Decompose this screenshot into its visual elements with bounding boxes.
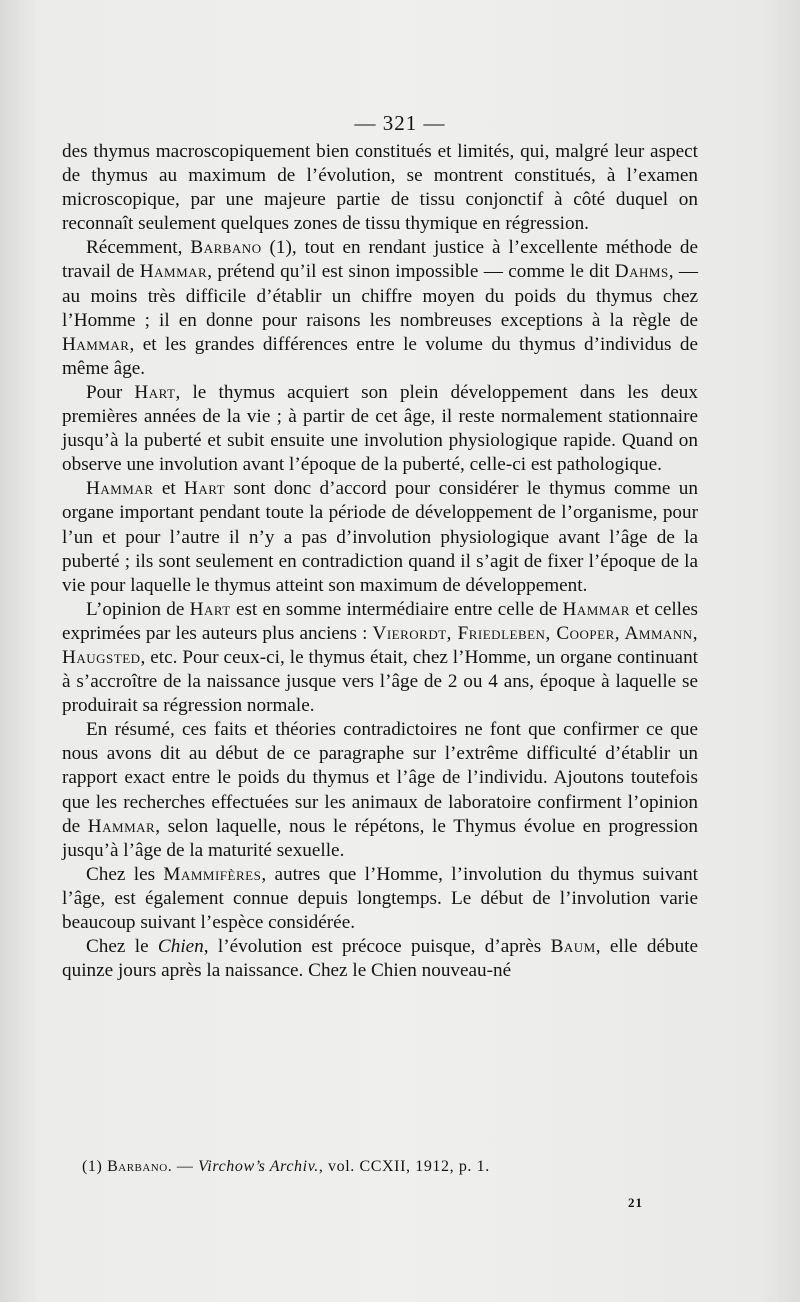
paragraph-1: des thymus macroscopiquement bien constitués et limités, qui, malgré leur aspect de thymus au maximum de l’évolution, se montrent constitués, à l’examen microscopique, par une majeure partie de tissu conjonctif à côté duquel on reconnaît seulement quelques zones de tissu thymique en régression.	[62, 141, 698, 235]
body-text	[62, 140, 698, 983]
author-name: Hart	[189, 598, 231, 620]
author-list: Vierordt, Friedleben, Cooper, Ammann, Haugsted	[62, 622, 698, 668]
species-name: Chien	[157, 936, 204, 958]
footnote-author: Barbano	[107, 1158, 168, 1175]
author-name: Hart	[134, 381, 176, 403]
footnote: (1) Barbano. — Virchow’s Archiv., vol. CCXII, 1912, p. 1.	[82, 1158, 490, 1175]
paragraph-2: Récemment, Barbano (1), tout en rendant justice à l’excellente méthode de travail de Hammar, prétend qu’il est sinon impossible — comme le dit Dahms, — au moins très difficile d’établir un chiffre moyen du poids du thymus chez l’Homme ; il en donne pour raisons les nombreuses exceptions à la règle de Hammar, et les grandes différences entre le volume du thymus d’individus de même âge.	[62, 237, 699, 379]
author-name: Baum	[550, 936, 596, 958]
footnote-journal: Virchow’s Archiv.	[198, 1158, 319, 1175]
footnote-marker: (1)	[82, 1158, 103, 1175]
paragraph-6: En résumé, ces faits et théories contradictoires ne font que confirmer ce que nous avons dit au début de ce paragraphe sur l’extrême difficulté d’établir un rapport exact entre le poids du thymus et l’âge de l’individu. Ajoutons toutefois que les recherches effectuées sur les animaux de laboratoire confirment l’opinion de Hammar, selon laquelle, nous le répétons, le Thymus évolue en progression jusqu’à l’âge de la maturité sexuelle.	[62, 719, 698, 861]
paragraph-5: L’opinion de Hart est en somme intermédiaire entre celle de Hammar et celles exprimées par les auteurs plus anciens : Vierordt, Friedleben, Cooper, Ammann, Haugsted, etc. Pour ceux-ci, le thymus était, chez l’Homme, un organe continuant à s’accroître de la naissance jusque vers l’âge de 2 ou 4 ans, époque à laquelle se produirait sa régression normale.	[62, 598, 699, 717]
author-name: Dahms	[614, 261, 669, 283]
author-name: Hammar	[62, 333, 130, 355]
author-name: Barbano	[190, 237, 262, 259]
author-name: Hammar	[86, 478, 154, 500]
author-name: Hammar	[87, 815, 156, 837]
paragraph-3: Pour Hart, le thymus acquiert son plein développement dans les deux premières années de la vie ; à partir de cet âge, il reste normalement stationnaire jusqu’à la puberté et subit ensuite une involution physiologique rapide. Quand on observe une involution avant l’époque de la puberté, celle-ci est pathologique.	[62, 381, 698, 476]
paragraph-8: Chez le Chien, l’évolution est précoce puisque, d’après Baum, elle débute quinze jours après la naissance. Chez le Chien nouveau-né	[62, 936, 699, 982]
taxon-name: Mammifères	[163, 863, 262, 885]
author-name: Hammar	[139, 261, 208, 283]
paragraph-7: Chez les Mammifères, autres que l’Homme, l’involution du thymus suivant l’âge, est également connue depuis longtemps. Le début de l’involution varie beaucoup suivant l’espèce considérée.	[62, 863, 698, 933]
signature-mark: 21	[628, 1195, 643, 1210]
author-name: Hammar	[562, 598, 630, 620]
paragraph-4: Hammar et Hart sont donc d’accord pour considérer le thymus comme un organe important pendant toute la période de développement de l’organisme, pour l’un et pour l’autre il n’y a pas d’involution physiologique avant l’âge de la puberté ; ils sont seulement en contradiction quand il s’agit de fixer l’époque de la vie pour laquelle le thymus atteint son maximum de développement.	[62, 478, 698, 596]
page-number: — 321 —	[354, 111, 446, 135]
author-name: Hart	[184, 478, 226, 500]
